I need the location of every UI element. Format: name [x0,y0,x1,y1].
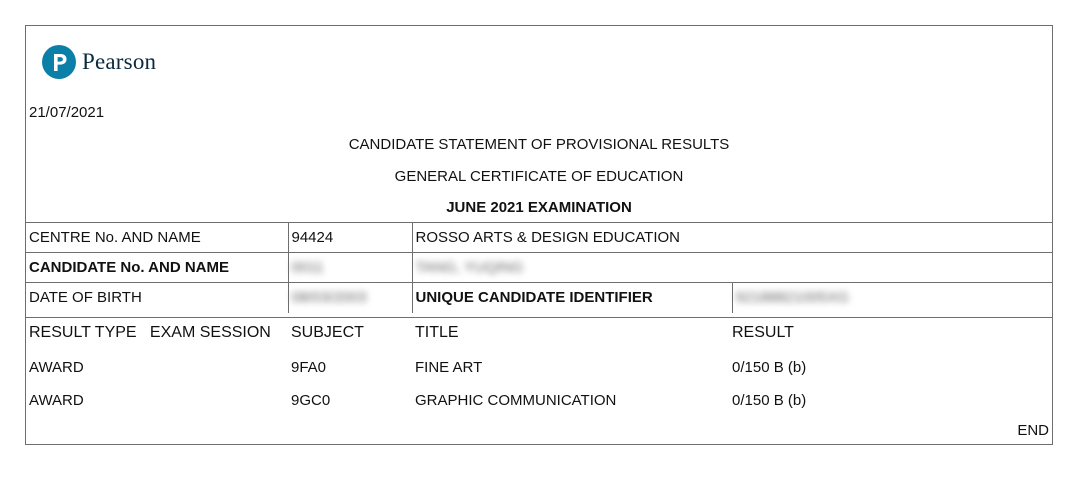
uci-label: UNIQUE CANDIDATE IDENTIFIER [412,283,732,313]
result-type: AWARD [29,392,84,409]
result-row [26,384,1053,417]
header-result-type-session: RESULT TYPE EXAM SESSION [29,324,271,341]
header-result: RESULT [732,324,794,341]
result-grade: 0/150 B (b) [732,392,807,409]
result-title: FINE ART [415,359,483,376]
uci-value [732,283,1053,313]
end-marker: END [1017,422,1049,439]
pearson-logo [42,44,156,80]
pearson-p-icon [42,45,76,79]
results-section [26,317,1053,417]
brand-name: Pearson [82,49,157,74]
candidate-number [288,253,412,283]
candidate-label: CANDIDATE No. AND NAME [26,253,288,283]
qualification-title: GENERAL CERTIFICATE OF EDUCATION [394,168,684,185]
statement-title: CANDIDATE STATEMENT OF PROVISIONAL RESULTS [348,136,730,153]
candidate-number-redacted: 0011 [291,259,324,276]
centre-label: CENTRE No. AND NAME [26,223,288,253]
centre-row [26,223,1053,253]
results-header-row [26,318,1053,351]
candidate-name [412,253,1053,283]
candidate-info-table [26,222,1053,313]
result-row [26,351,1053,384]
result-subject: 9FA0 [291,359,327,376]
result-type: AWARD [29,359,84,376]
dob-value [288,283,412,313]
dob-value-redacted: 08/03/2003 [291,289,367,307]
result-grade: 0/150 B (b) [732,359,807,376]
centre-name: ROSSO ARTS & DESIGN EDUCATION [412,223,1053,253]
examination-series: JUNE 2021 EXAMINATION [446,199,632,216]
centre-number: 94424 [288,223,412,253]
candidate-name-redacted: TANG, YUQING [415,259,524,276]
candidate-row [26,253,1053,283]
statement-date: 21/07/2021 [29,104,105,121]
results-statement [25,25,1053,445]
header-subject: SUBJECT [291,324,364,341]
result-subject: 9GC0 [291,392,331,409]
dob-label: DATE OF BIRTH [26,283,288,313]
dob-row [26,283,1053,313]
header-title: TITLE [415,324,459,341]
result-title: GRAPHIC COMMUNICATION [415,392,617,409]
uci-value-redacted: 92188821005XG [735,289,849,307]
